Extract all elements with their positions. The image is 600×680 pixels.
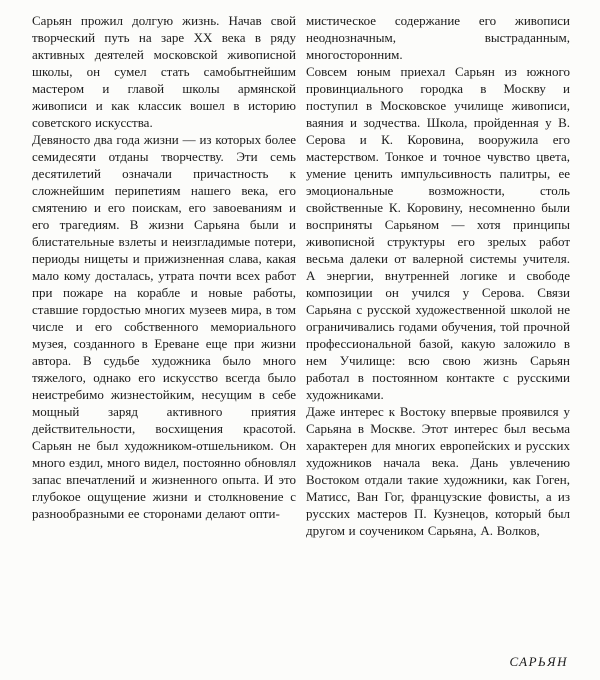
paragraph: мистическое содержание его живописи неоднозначным, выстраданным, многосторонним. xyxy=(306,13,570,62)
text-columns xyxy=(32,12,570,539)
paragraph: Девяносто два года жизни — из которых более семидесяти отданы творчеству. Эти семь десятилетий означали причастность к сложнейшим перипетиям нашего века, его смятению и его поискам, его завоеваниям и его трагедиям. В жизни Сарьяна были и блистательные взлеты и неизгладимые потери, периоды нищеты и прижизненная слава, какая мало кому досталась, утрата почти всех работ при пожаре на корабле и новые работы, ставшие гордостью многих музеев мира, в том числе и его собственного мемориального музея, созданного в Ереване еще при жизни автора. В судьбе художника было много тяжелого, однако его искусство всегда было неистребимо жизнестойким, несущим в себе мощный заряд активного приятия действительности, восхищения красотой. Сарьян не был художником-отшельником. Он много ездил, много видел, постоянно обновлял запас впечатлений и жизненного опыта. И это глубокое ощущение жизни и столкновение с разнообразными ее сторонами делают опти- xyxy=(32,132,296,521)
paragraph: Совсем юным приехал Сарьян из южного провинциального городка в Москву и поступил в Московское училище живописи, ваяния и зодчества. Школа, пройденная у В. Серова и К. Коровина, вооружила его мастерством. Тонкое и точное чувство цвета, умение ценить импульсивность палитры, ее эмоциональные возможности, столь свойственные К. Коровину, несомненно были восприняты Сарьяном — хотя принципы живописной структуры его зрелых работ весьма далеки от валерной системы учителя. А энергии, внутренней логике и свободе композиции он учился у Серова. Связи Сарьяна с русской художественной школой не ограничивались годами обучения, той прочной профессиональной базой, какую заложило в нем Училище: всю свою жизнь Сарьян работал в постоянном контакте с русскими художниками. xyxy=(306,64,570,402)
text-column-right xyxy=(306,12,570,539)
paragraph: Даже интерес к Востоку впервые проявился у Сарьяна в Москве. Этот интерес был весьма характерен для многих европейских и русских художников начала века. Дань увлечению Востоком отдали такие художники, как Гоген, Матисс, Ван Гог, французские фовисты, а из русских мастеров П. Кузнецов, который был другом и соучеником Сарьяна, А. Волков, xyxy=(306,404,570,538)
text-column-left xyxy=(32,12,296,539)
running-title: САРЬЯН xyxy=(509,654,568,669)
paragraph: Сарьян прожил долгую жизнь. Начав свой творческий путь на заре XX века в ряду активных деятелей московской живописной школы, он сумел стать самобытнейшим мастером и главой школы армянской живописи и как классик вошел в историю советского искусства. xyxy=(32,13,296,130)
